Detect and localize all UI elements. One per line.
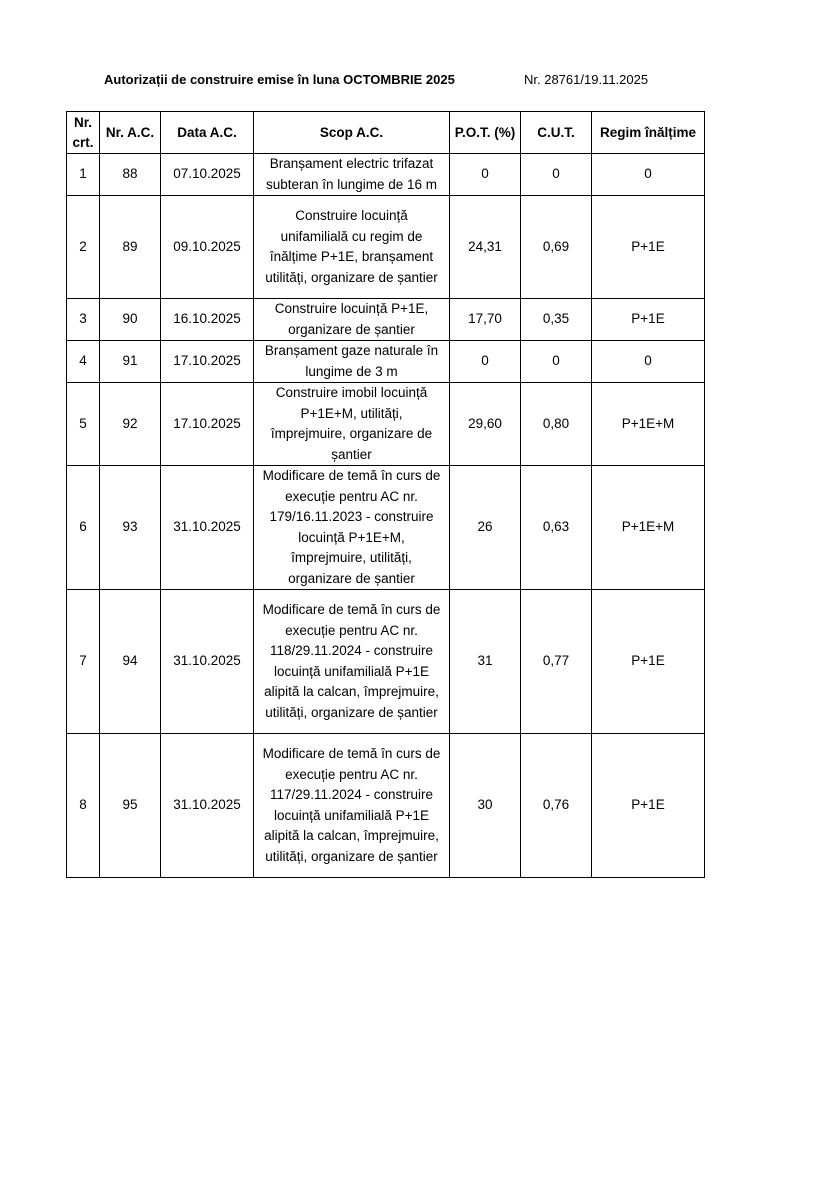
document-title: Autorizații de construire emise în luna OCTOMBRIE 2025 xyxy=(104,72,455,87)
cell-cut: 0 xyxy=(521,154,592,196)
cell-data-ac: 16.10.2025 xyxy=(161,299,254,341)
cell-cut: 0,63 xyxy=(521,466,592,590)
cell-cut: 0,35 xyxy=(521,299,592,341)
cell-cut: 0,69 xyxy=(521,196,592,299)
cell-scop-ac: Branșament electric trifazat subteran în lungime de 16 m xyxy=(254,154,450,196)
column-header-nr-ac: Nr. A.C. xyxy=(100,112,161,154)
cell-pot: 30 xyxy=(450,734,521,878)
cell-pot: 0 xyxy=(450,154,521,196)
cell-regim: 0 xyxy=(592,341,705,383)
cell-nr-ac: 94 xyxy=(100,590,161,734)
column-header-regim-inaltime: Regim înălțime xyxy=(592,112,705,154)
cell-pot: 0 xyxy=(450,341,521,383)
cell-scop-ac: Modificare de temă în curs de execuție pentru AC nr. 117/29.11.2024 - construire locuință unifamilială P+1E alipită la calcan, împrejmuire, utilități, organizare de șantier xyxy=(254,734,450,878)
cell-data-ac: 17.10.2025 xyxy=(161,341,254,383)
cell-nr-crt: 3 xyxy=(67,299,100,341)
table-row xyxy=(67,196,705,299)
cell-nr-crt: 4 xyxy=(67,341,100,383)
column-header-data-ac: Data A.C. xyxy=(161,112,254,154)
cell-data-ac: 31.10.2025 xyxy=(161,466,254,590)
cell-nr-crt: 8 xyxy=(67,734,100,878)
cell-nr-ac: 90 xyxy=(100,299,161,341)
cell-data-ac: 09.10.2025 xyxy=(161,196,254,299)
table-row xyxy=(67,341,705,383)
cell-nr-ac: 91 xyxy=(100,341,161,383)
cell-regim: P+1E+M xyxy=(592,383,705,466)
cell-scop-ac: Modificare de temă în curs de execuție pentru AC nr. 118/29.11.2024 - construire locuință unifamilială P+1E alipită la calcan, împrejmuire, utilități, organizare de șantier xyxy=(254,590,450,734)
cell-scop-ac: Modificare de temă în curs de execuție pentru AC nr. 179/16.11.2023 - construire locuință P+1E+M, împrejmuire, utilități, organizare de șantier xyxy=(254,466,450,590)
cell-data-ac: 31.10.2025 xyxy=(161,590,254,734)
table-row xyxy=(67,466,705,590)
cell-nr-ac: 93 xyxy=(100,466,161,590)
table-row xyxy=(67,299,705,341)
cell-data-ac: 31.10.2025 xyxy=(161,734,254,878)
table-row xyxy=(67,734,705,878)
cell-scop-ac: Construire locuință P+1E, organizare de șantier xyxy=(254,299,450,341)
cell-nr-crt: 7 xyxy=(67,590,100,734)
cell-pot: 24,31 xyxy=(450,196,521,299)
cell-regim: P+1E xyxy=(592,734,705,878)
cell-scop-ac: Branșament gaze naturale în lungime de 3 m xyxy=(254,341,450,383)
cell-data-ac: 17.10.2025 xyxy=(161,383,254,466)
cell-nr-crt: 2 xyxy=(67,196,100,299)
column-header-pot: P.O.T. (%) xyxy=(450,112,521,154)
cell-scop-ac: Construire locuință unifamilială cu regim de înălțime P+1E, branșament utilități, organizare de șantier xyxy=(254,196,450,299)
cell-nr-ac: 88 xyxy=(100,154,161,196)
cell-cut: 0,80 xyxy=(521,383,592,466)
cell-nr-ac: 92 xyxy=(100,383,161,466)
column-header-cut: C.U.T. xyxy=(521,112,592,154)
cell-scop-ac: Construire imobil locuință P+1E+M, utilități, împrejmuire, organizare de șantier xyxy=(254,383,450,466)
cell-nr-crt: 1 xyxy=(67,154,100,196)
cell-regim: P+1E xyxy=(592,590,705,734)
cell-nr-ac: 95 xyxy=(100,734,161,878)
cell-cut: 0,76 xyxy=(521,734,592,878)
cell-cut: 0,77 xyxy=(521,590,592,734)
cell-pot: 17,70 xyxy=(450,299,521,341)
cell-regim: P+1E+M xyxy=(592,466,705,590)
cell-nr-ac: 89 xyxy=(100,196,161,299)
cell-data-ac: 07.10.2025 xyxy=(161,154,254,196)
cell-cut: 0 xyxy=(521,341,592,383)
authorizations-table xyxy=(66,111,705,878)
cell-regim: P+1E xyxy=(592,196,705,299)
table-row xyxy=(67,154,705,196)
column-header-scop-ac: Scop A.C. xyxy=(254,112,450,154)
cell-pot: 31 xyxy=(450,590,521,734)
table-row xyxy=(67,383,705,466)
registration-number: Nr. 28761/19.11.2025 xyxy=(524,72,649,87)
cell-regim: P+1E xyxy=(592,299,705,341)
table-header-row xyxy=(67,112,705,154)
cell-pot: 29,60 xyxy=(450,383,521,466)
cell-nr-crt: 6 xyxy=(67,466,100,590)
cell-pot: 26 xyxy=(450,466,521,590)
cell-nr-crt: 5 xyxy=(67,383,100,466)
column-header-nr-crt: Nr. crt. xyxy=(67,112,100,154)
table-row xyxy=(67,590,705,734)
cell-regim: 0 xyxy=(592,154,705,196)
